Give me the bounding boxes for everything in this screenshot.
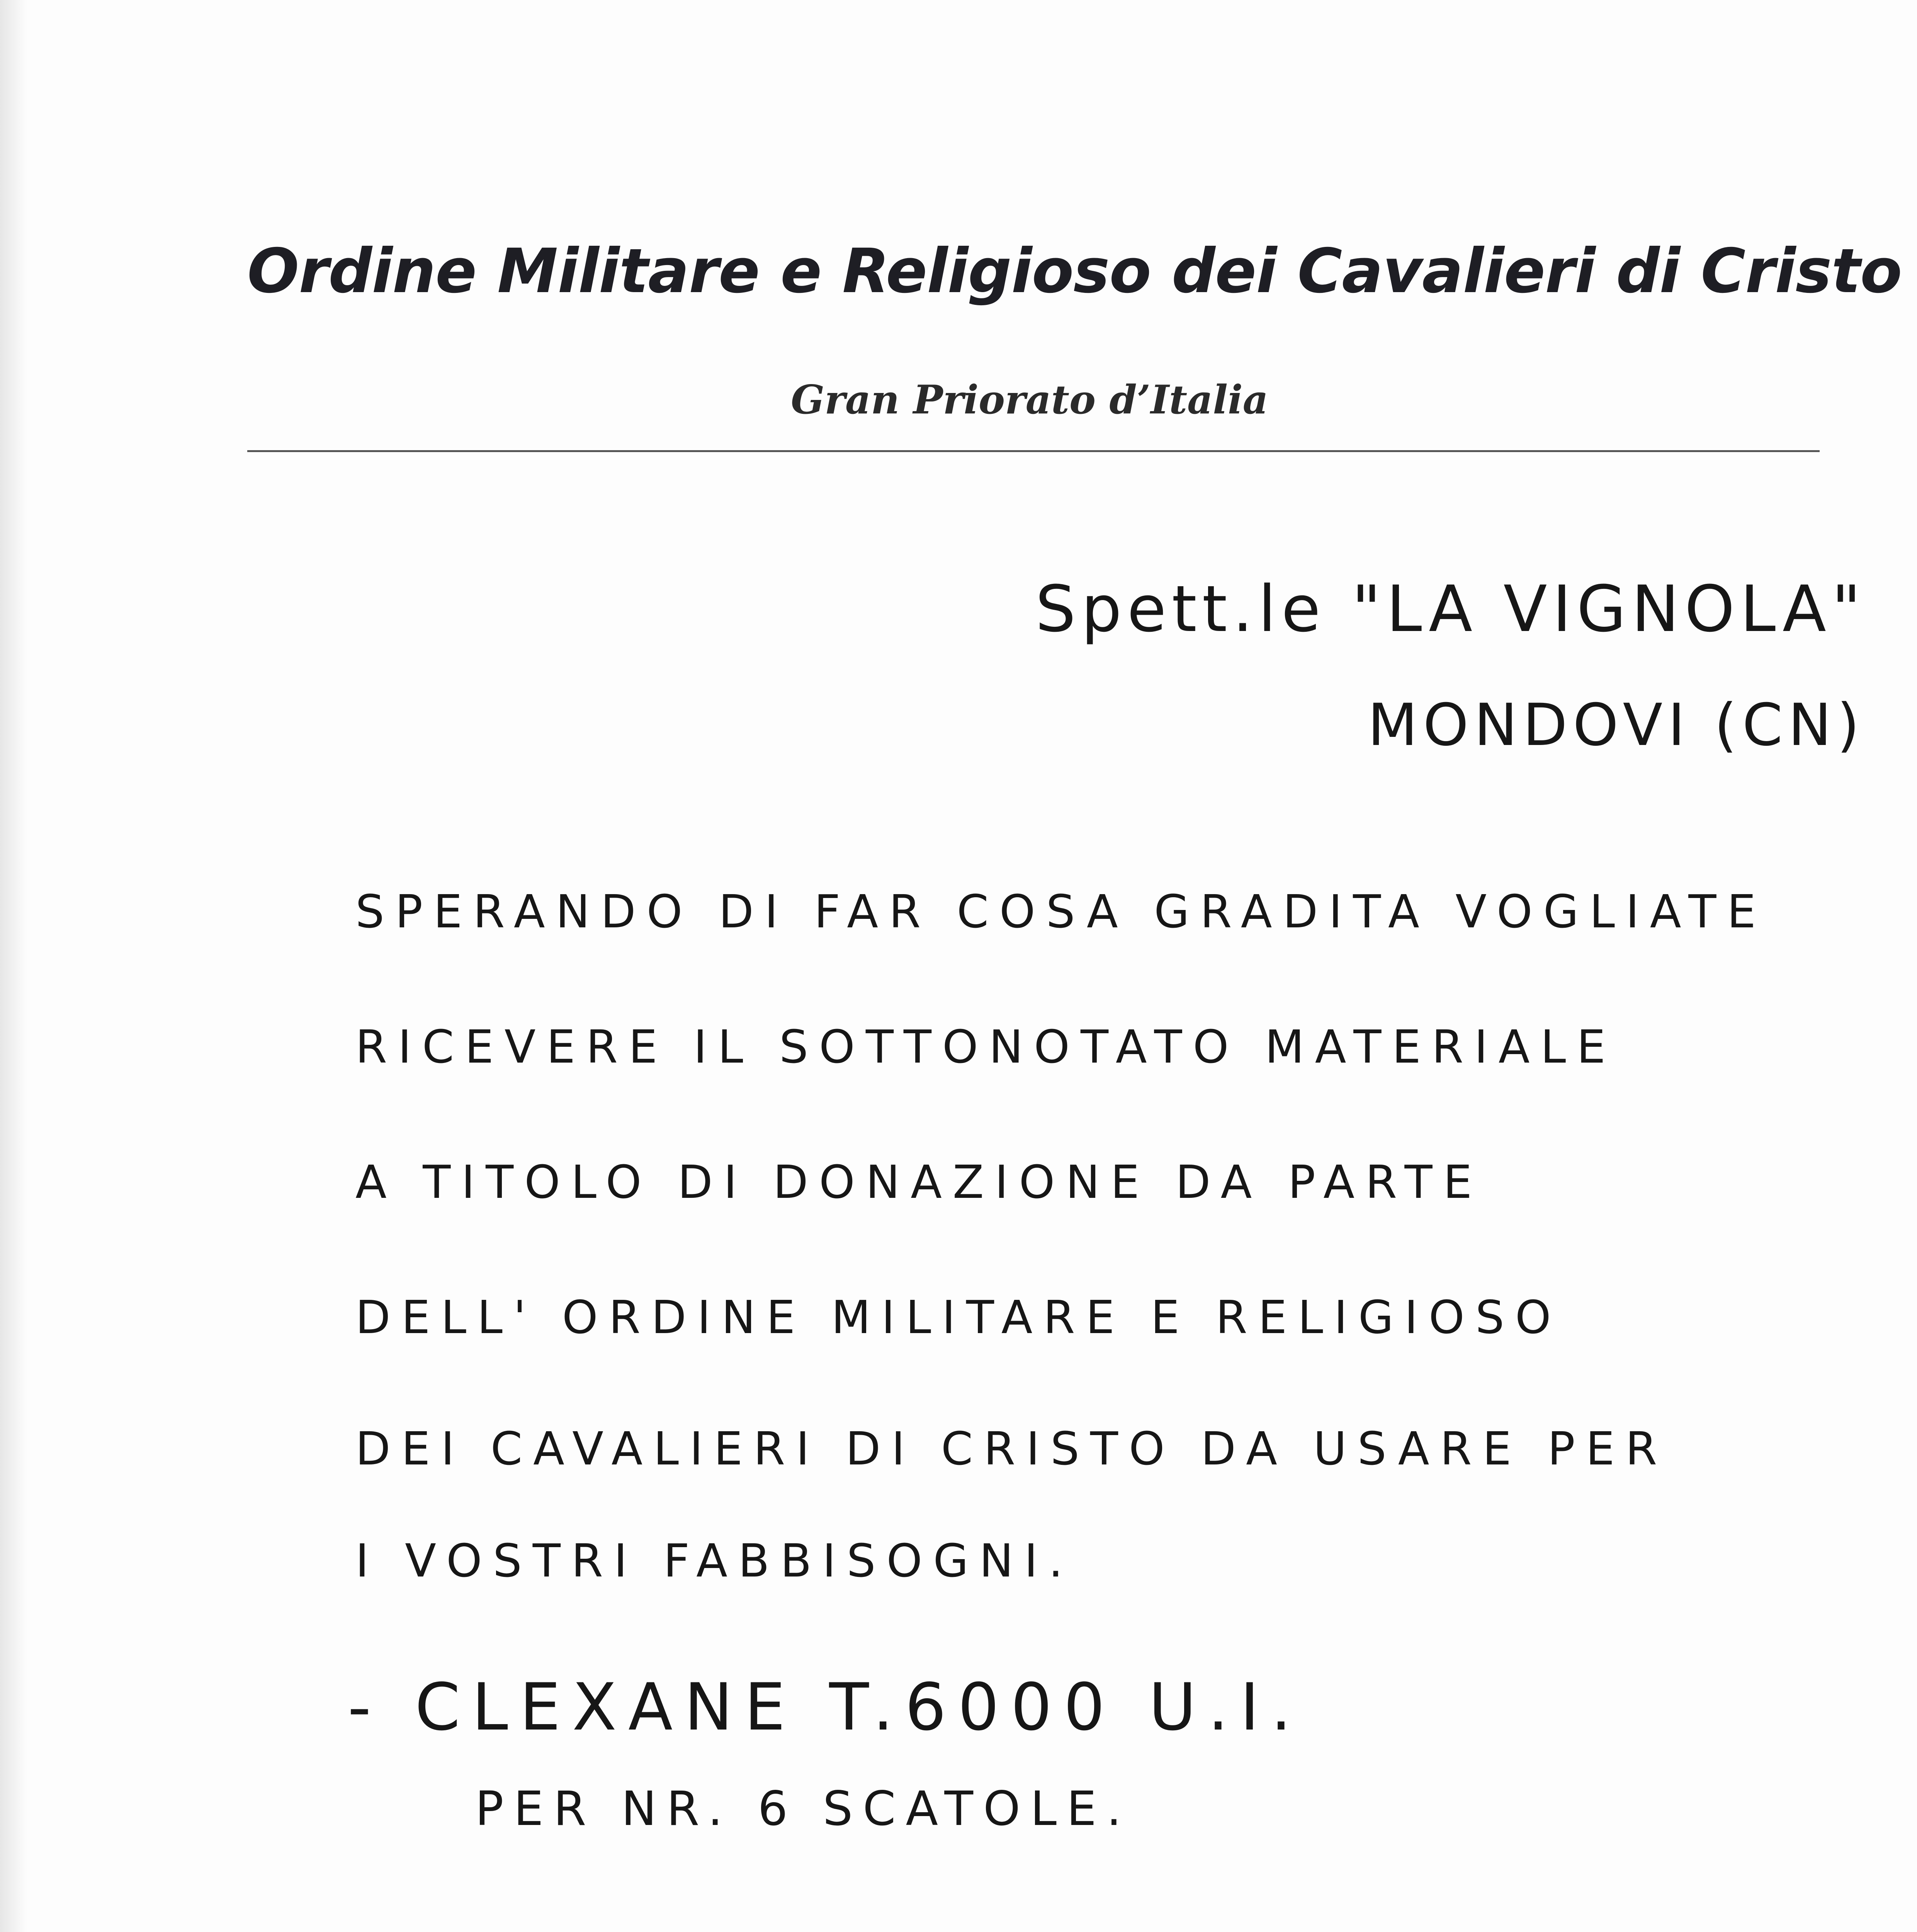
body-line-1: SPERANDO DI FAR COSA GRADITA VOGLIATE (355, 885, 1767, 938)
body-line-5: DEI CAVALIERI DI CRISTO DA USARE PER (355, 1422, 1668, 1475)
scan-edge-shading (0, 0, 27, 1932)
item-line-2: PER NR. 6 SCATOLE. (475, 1781, 1132, 1836)
body-line-2: RICEVERE IL SOTTONOTATO MATERIALE (355, 1020, 1616, 1073)
addressee-line-2: MONDOVI (CN) (1368, 692, 1865, 759)
letterhead-title: Ordine Militare e Religioso dei Cavalieri di Cristo (247, 236, 1902, 307)
body-line-3: A TITOLO DI DONAZIONE DA PARTE (355, 1155, 1483, 1209)
body-line-4: DELL' ORDINE MILITARE E RELIGIOSO (355, 1291, 1562, 1344)
body-line-6: I VOSTRI FABBISOGNI. (355, 1534, 1074, 1587)
item-line-1: - CLEXANE T.6000 U.I. (348, 1669, 1303, 1745)
addressee-line-1: Spett.le "LA VIGNOLA" (1035, 572, 1866, 646)
letterhead-subtitle: Gran Priorato d’Italia (791, 377, 1268, 423)
letterhead-rule (247, 450, 1820, 452)
